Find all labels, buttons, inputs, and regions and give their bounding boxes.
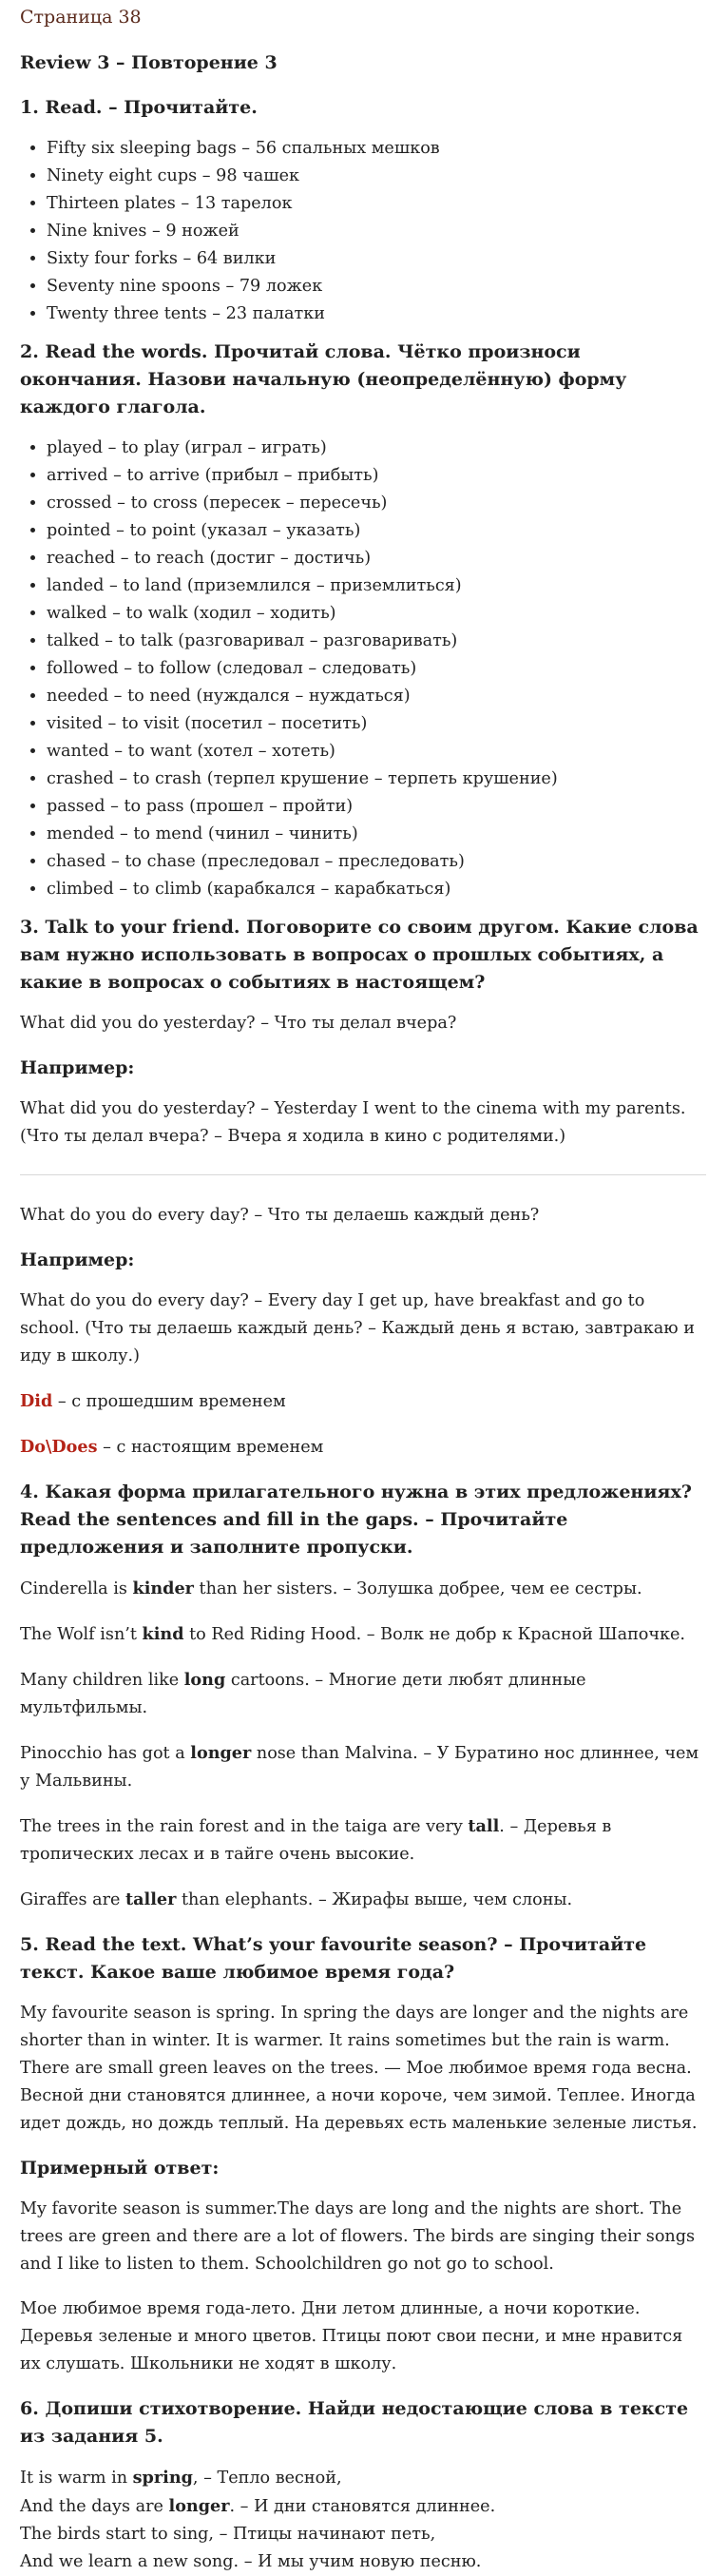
answer-word: kind bbox=[142, 1624, 184, 1644]
answer-word: longer bbox=[190, 1743, 252, 1763]
sentence-text: than her sisters. – Золушка добрее, чем ее сестры. bbox=[193, 1579, 642, 1598]
sentence-text: Cinderella is bbox=[20, 1579, 133, 1598]
sentence-text: The Wolf isn’t bbox=[20, 1625, 143, 1644]
list-item: • followed – to follow (следовал – следовать) bbox=[47, 655, 706, 683]
exercise-6-heading: 6. Допиши стихотворение. Найди недостающие слова в тексте из задания 5. bbox=[20, 2398, 689, 2447]
list-item: • Fifty six sleeping bags – 56 спальных мешков bbox=[47, 135, 706, 163]
list-item: • climbed – to climb (карабкался – карабкаться) bbox=[47, 876, 706, 903]
does-rule bbox=[20, 1433, 706, 1462]
sentence bbox=[20, 1620, 706, 1649]
sentence bbox=[20, 1666, 706, 1722]
poem bbox=[20, 2464, 706, 2576]
sentence-text: . – Деревья в тропических лесах и в тайге очень высокие. bbox=[20, 1817, 612, 1864]
page-number: Страница 38 bbox=[20, 7, 142, 28]
list-item: • crossed – to cross (пересек – пересечь) bbox=[47, 490, 706, 517]
answer-word: long bbox=[183, 1670, 226, 1690]
list-item: • Thirteen plates – 13 тарелок bbox=[47, 190, 706, 218]
reading-text: My favourite season is spring. In spring the days are longer and the nights are shorter than in winter. It is warmer. It rains sometimes but the rain is warm. There are small green leaves on the trees. — Мое любимое время года весна. Весной дни становятся длиннее, а ночи короче, чем зимой. Теплее. Иногда идет дождь, но дождь теплый. На деревьях есть маленькие зеленые листья. bbox=[20, 2004, 698, 2133]
sample-answer-ru: Мое любимое время года-лето. Дни летом длинные, а ночи короткие. Деревья зеленые и много цветов. Птицы поют свои песни, и мне нравится их слушать. Школьники не ходят в школу. bbox=[20, 2299, 683, 2373]
sentence bbox=[20, 1739, 706, 1795]
list-item: • mended – to mend (чинил – чинить) bbox=[47, 821, 706, 848]
list-item: • Ninety eight cups – 98 чашек bbox=[47, 163, 706, 190]
exercise-1-list bbox=[20, 135, 706, 328]
question-present: What do you do every day? – Что ты делаешь каждый день? bbox=[20, 1206, 540, 1225]
answer-word: longer bbox=[168, 2496, 230, 2516]
sample-answer-label: Примерный ответ: bbox=[20, 2158, 220, 2179]
list-item: • passed – to pass (прошел – пройти) bbox=[47, 793, 706, 821]
poem-text: The birds start to sing, – Птицы начинают петь, bbox=[20, 2525, 436, 2544]
list-item: • played – to play (играл – играть) bbox=[47, 435, 706, 462]
divider bbox=[20, 1174, 706, 1175]
list-item: • Sixty four forks – 64 вилки bbox=[47, 245, 706, 273]
list-item: • Twenty three tents – 23 палатки bbox=[47, 300, 706, 328]
list-item: • talked – to talk (разговаривал – разговаривать) bbox=[47, 628, 706, 655]
list-item: • pointed – to point (указал – указать) bbox=[47, 517, 706, 545]
example-label: Например: bbox=[20, 1249, 135, 1270]
answer-word: taller bbox=[125, 1889, 177, 1909]
does-word: Do\Does bbox=[20, 1437, 98, 1457]
list-item: • chased – to chase (преследовал – преследовать) bbox=[47, 848, 706, 876]
sentence bbox=[20, 1575, 706, 1603]
poem-text: And we learn a new song. – И мы учим новую песню. bbox=[20, 2552, 482, 2571]
question-past: What did you do yesterday? – Что ты делал вчера? bbox=[20, 1014, 457, 1033]
example-label: Например: bbox=[20, 1057, 135, 1078]
sentence-text: to Red Riding Hood. – Волк не добр к Красной Шапочке. bbox=[183, 1625, 686, 1644]
poem-line bbox=[20, 2492, 706, 2521]
answer-past: What did you do yesterday? – Yesterday I went to the cinema with my parents. (Что ты делал вчера? – Вчера я ходила в кино с родителями.) bbox=[20, 1099, 686, 1146]
poem-line bbox=[20, 2521, 706, 2548]
sentence-text: The trees in the rain forest and in the taiga are very bbox=[20, 1817, 469, 1836]
did-word: Did bbox=[20, 1391, 53, 1411]
list-item: • reached – to reach (достиг – достичь) bbox=[47, 545, 706, 572]
poem-text: , – Тепло весной, bbox=[192, 2469, 342, 2488]
answer-word: spring bbox=[132, 2468, 193, 2488]
list-item: • crashed – to crash (терпел крушение – терпеть крушение) bbox=[47, 765, 706, 793]
sentence-text: Pinocchio has got a bbox=[20, 1744, 191, 1763]
did-rule bbox=[20, 1387, 706, 1416]
poem-line bbox=[20, 2548, 706, 2576]
list-item: • wanted – to want (хотел – хотеть) bbox=[47, 738, 706, 765]
list-item: • arrived – to arrive (прибыл – прибыть) bbox=[47, 462, 706, 490]
answer-present: What do you do every day? – Every day I get up, have breakfast and go to school. (Что ты делаешь каждый день? – Каждый день я встаю, завтракаю и иду в школу.) bbox=[20, 1291, 695, 1365]
sample-answer-en: My favorite season is summer.The days are long and the nights are short. The trees are green and there are a lot of flowers. The birds are singing their songs and I like to listen to them. Schoolchildren go not go to school. bbox=[20, 2199, 696, 2274]
list-item: • walked – to walk (ходил – ходить) bbox=[47, 600, 706, 628]
exercise-5-heading: 5. Read the text. What’s your favourite season? – Прочитайте текст. Какое ваше любимое время года? bbox=[20, 1934, 647, 1983]
poem-line bbox=[20, 2464, 706, 2492]
sentence-text: Many children like bbox=[20, 1671, 184, 1690]
sentence-text: nose than Malvina. – У Буратино нос длиннее, чем у Мальвины. bbox=[20, 1744, 699, 1791]
does-rule-text: – с настоящим временем bbox=[97, 1438, 324, 1457]
sentence-text: Giraffes are bbox=[20, 1890, 126, 1909]
list-item: • Nine knives – 9 ножей bbox=[47, 218, 706, 245]
poem-text: It is warm in bbox=[20, 2469, 133, 2488]
list-item: • needed – to need (нуждался – нуждаться) bbox=[47, 683, 706, 710]
sentence-text: cartoons. – Многие дети любят длинные мультфильмы. bbox=[20, 1671, 586, 1717]
exercise-4-heading: 4. Какая форма прилагательного нужна в этих предложениях? Read the sentences and fill in the gaps. – Прочитайте предложения и заполните пропуски. bbox=[20, 1482, 692, 1558]
sentence-text: than elephants. – Жирафы выше, чем слоны. bbox=[176, 1890, 573, 1909]
list-item: • visited – to visit (посетил – посетить) bbox=[47, 710, 706, 738]
exercise-2-heading: 2. Read the words. Прочитай слова. Чётко произноси окончания. Назови начальную (неопределённую) форму каждого глагола. bbox=[20, 341, 627, 417]
exercise-2-list bbox=[20, 435, 706, 903]
sentence bbox=[20, 1886, 706, 1914]
answer-word: tall bbox=[468, 1816, 500, 1836]
answer-word: kinder bbox=[132, 1579, 194, 1598]
exercise-3-heading: 3. Talk to your friend. Поговорите со своим другом. Какие слова вам нужно использовать в вопросах о прошлых событиях, а какие в вопросах о событиях в настоящем? bbox=[20, 917, 699, 993]
list-item: • Seventy nine spoons – 79 ложек bbox=[47, 273, 706, 300]
poem-text: . – И дни становятся длиннее. bbox=[229, 2497, 496, 2516]
list-item: • landed – to land (приземлился – приземлиться) bbox=[47, 572, 706, 600]
poem-text: And the days are bbox=[20, 2497, 169, 2516]
sentence bbox=[20, 1812, 706, 1869]
did-rule-text: – с прошедшим временем bbox=[52, 1392, 286, 1411]
page-title: Review 3 – Повторение 3 bbox=[20, 52, 278, 73]
exercise-1-heading: 1. Read. – Прочитайте. bbox=[20, 97, 258, 118]
